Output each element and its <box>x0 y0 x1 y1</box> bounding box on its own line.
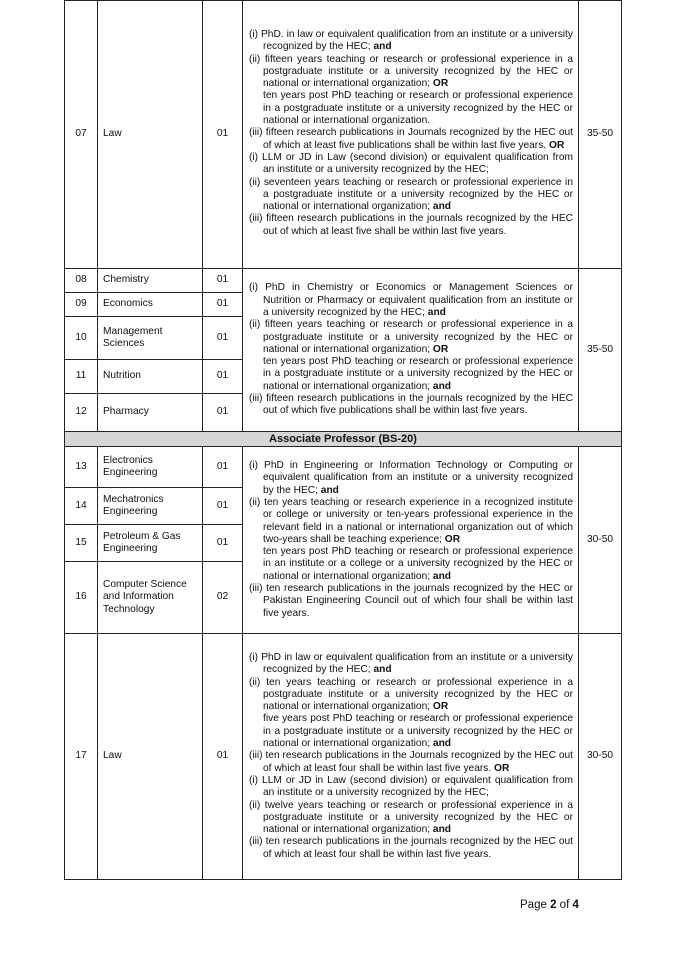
qualification-item: ten years post PhD teaching or research or professional experience in an institute or a college or a university recognized by the HEC or national or international organization; and <box>263 546 573 582</box>
number-of-positions: 01 <box>203 1 243 269</box>
qualification-item: ten years post PhD teaching or research or professional experience in a postgraduate institute or a university recognized by the HEC or national or international organization. <box>263 90 573 127</box>
table-row <box>65 447 622 488</box>
section-header-row <box>65 432 622 447</box>
table-row <box>65 634 622 880</box>
number-of-positions: 01 <box>203 488 243 525</box>
qualification-item: five years post PhD teaching or research or professional experience in a postgraduate institute or a university recognized by the HEC or national or international organization; and <box>263 713 573 750</box>
number-of-positions: 01 <box>203 525 243 562</box>
qualification-item: (i) PhD in Chemistry or Economics or Management Sciences or Nutrition or Pharmacy or equivalent qualification from an institute or a university recognized by the HEC; and <box>249 282 573 318</box>
qualification-item: (iii) fifteen research publications in the journals recognized by the HEC out of which at least five shall be within last five years. <box>249 213 573 237</box>
number-of-positions: 01 <box>203 634 243 880</box>
qualification-cell <box>243 1 579 269</box>
number-of-positions: 01 <box>203 293 243 317</box>
post-name: Electronics Engineering <box>98 447 203 488</box>
number-of-positions: 01 <box>203 394 243 432</box>
qualification-item: (ii) fifteen years teaching or research or professional experience in a postgraduate institute or a university recognized by the HEC or national or international organization; OR <box>249 319 573 355</box>
serial-number: 07 <box>65 1 98 269</box>
qualification-cell <box>243 634 579 880</box>
post-name: Petroleum & Gas Engineering <box>98 525 203 562</box>
qualification-item: (i) LLM or JD in Law (second division) or equivalent qualification from an institute or a university recognized by the HEC; <box>249 151 573 176</box>
serial-number: 08 <box>65 269 98 293</box>
qualification-item: (ii) fifteen years teaching or research or professional experience in a postgraduate institute or a university recognized by the HEC or national or international organization; OR <box>249 53 573 90</box>
qualification-item: (i) PhD in law or equivalent qualification from an institute or a university recognized by the HEC; and <box>249 651 573 676</box>
section-title: Associate Professor (BS-20) <box>65 432 622 447</box>
number-of-positions: 01 <box>203 447 243 488</box>
table-row <box>65 269 622 293</box>
qualification-item: (i) PhD in Engineering or Information Technology or Computing or equivalent qualification from an institute or a university recognized by the HEC; and <box>249 460 573 496</box>
serial-number: 17 <box>65 634 98 880</box>
number-of-positions: 01 <box>203 269 243 293</box>
qualification-item: (ii) ten years teaching or research or professional experience in a postgraduate institute or a university recognized by the HEC or national or international organization; OR <box>249 676 573 713</box>
qualification-item: ten years post PhD teaching or research or professional experience in a postgraduate institute or a university recognized by the HEC or national or international organization; and <box>263 356 573 392</box>
qualification-item: (iii) fifteen research publications in Journals recognized by the HEC out of which at least five publications shall be within last five years. OR <box>249 127 573 151</box>
number-of-positions: 01 <box>203 317 243 360</box>
serial-number: 10 <box>65 317 98 360</box>
number-of-positions: 01 <box>203 360 243 394</box>
qualification-item: (iii) fifteen research publications in the journals recognized by the HEC out of which five publications shall be within last five years. <box>249 393 573 417</box>
qualification-item: (ii) seventeen years teaching or research or professional experience in a postgraduate institute or a university recognized by the HEC or national or international organization; and <box>249 176 573 213</box>
qualification-item: (i) LLM or JD in Law (second division) or equivalent qualification from an institute or a university recognized by the HEC; <box>249 774 573 799</box>
post-name: Chemistry <box>98 269 203 293</box>
age-limit: 35-50 <box>579 269 622 432</box>
age-limit: 30-50 <box>579 447 622 634</box>
post-name: Computer Science and Information Technology <box>98 562 203 634</box>
serial-number: 14 <box>65 488 98 525</box>
qualification-cell <box>243 269 579 432</box>
post-name: Law <box>98 1 203 269</box>
qualification-item: (iii) ten research publications in the journals recognized by the HEC out of which at least four shall be within last five years. <box>249 836 573 860</box>
post-name: Mechatronics Engineering <box>98 488 203 525</box>
serial-number: 13 <box>65 447 98 488</box>
serial-number: 16 <box>65 562 98 634</box>
serial-number: 12 <box>65 394 98 432</box>
serial-number: 15 <box>65 525 98 562</box>
qualification-item: (iii) ten research publications in the Journals recognized by the HEC out of which at least four shall be within last five years. OR <box>249 750 573 774</box>
post-name: Management Sciences <box>98 317 203 360</box>
qualification-item: (iii) ten research publications in the journals recognized by the HEC or Pakistan Engineering Council out of which four shall be within last five years. <box>249 583 573 619</box>
age-limit: 30-50 <box>579 634 622 880</box>
page-number: Page 2 of 4 <box>520 899 579 911</box>
post-name: Law <box>98 634 203 880</box>
post-name: Pharmacy <box>98 394 203 432</box>
table-row <box>65 1 622 269</box>
post-name: Nutrition <box>98 360 203 394</box>
post-name: Economics <box>98 293 203 317</box>
serial-number: 11 <box>65 360 98 394</box>
serial-number: 09 <box>65 293 98 317</box>
qualification-item: (i) PhD. in law or equivalent qualification from an institute or a university recognized by the HEC; and <box>249 28 573 53</box>
number-of-positions: 02 <box>203 562 243 634</box>
qualification-item: (ii) ten years teaching or research experience in a recognized institute or college or university or ten-years professional experience in the relevant field in a national or international organization out of which two-years shall be teaching experience; OR <box>249 496 573 545</box>
age-limit: 35-50 <box>579 1 622 269</box>
qualification-cell <box>243 447 579 634</box>
qualification-item: (ii) twelve years teaching or research or professional experience in a postgraduate institute or a university recognized by the HEC or national or international organization; and <box>249 799 573 836</box>
positions-table <box>64 0 622 880</box>
